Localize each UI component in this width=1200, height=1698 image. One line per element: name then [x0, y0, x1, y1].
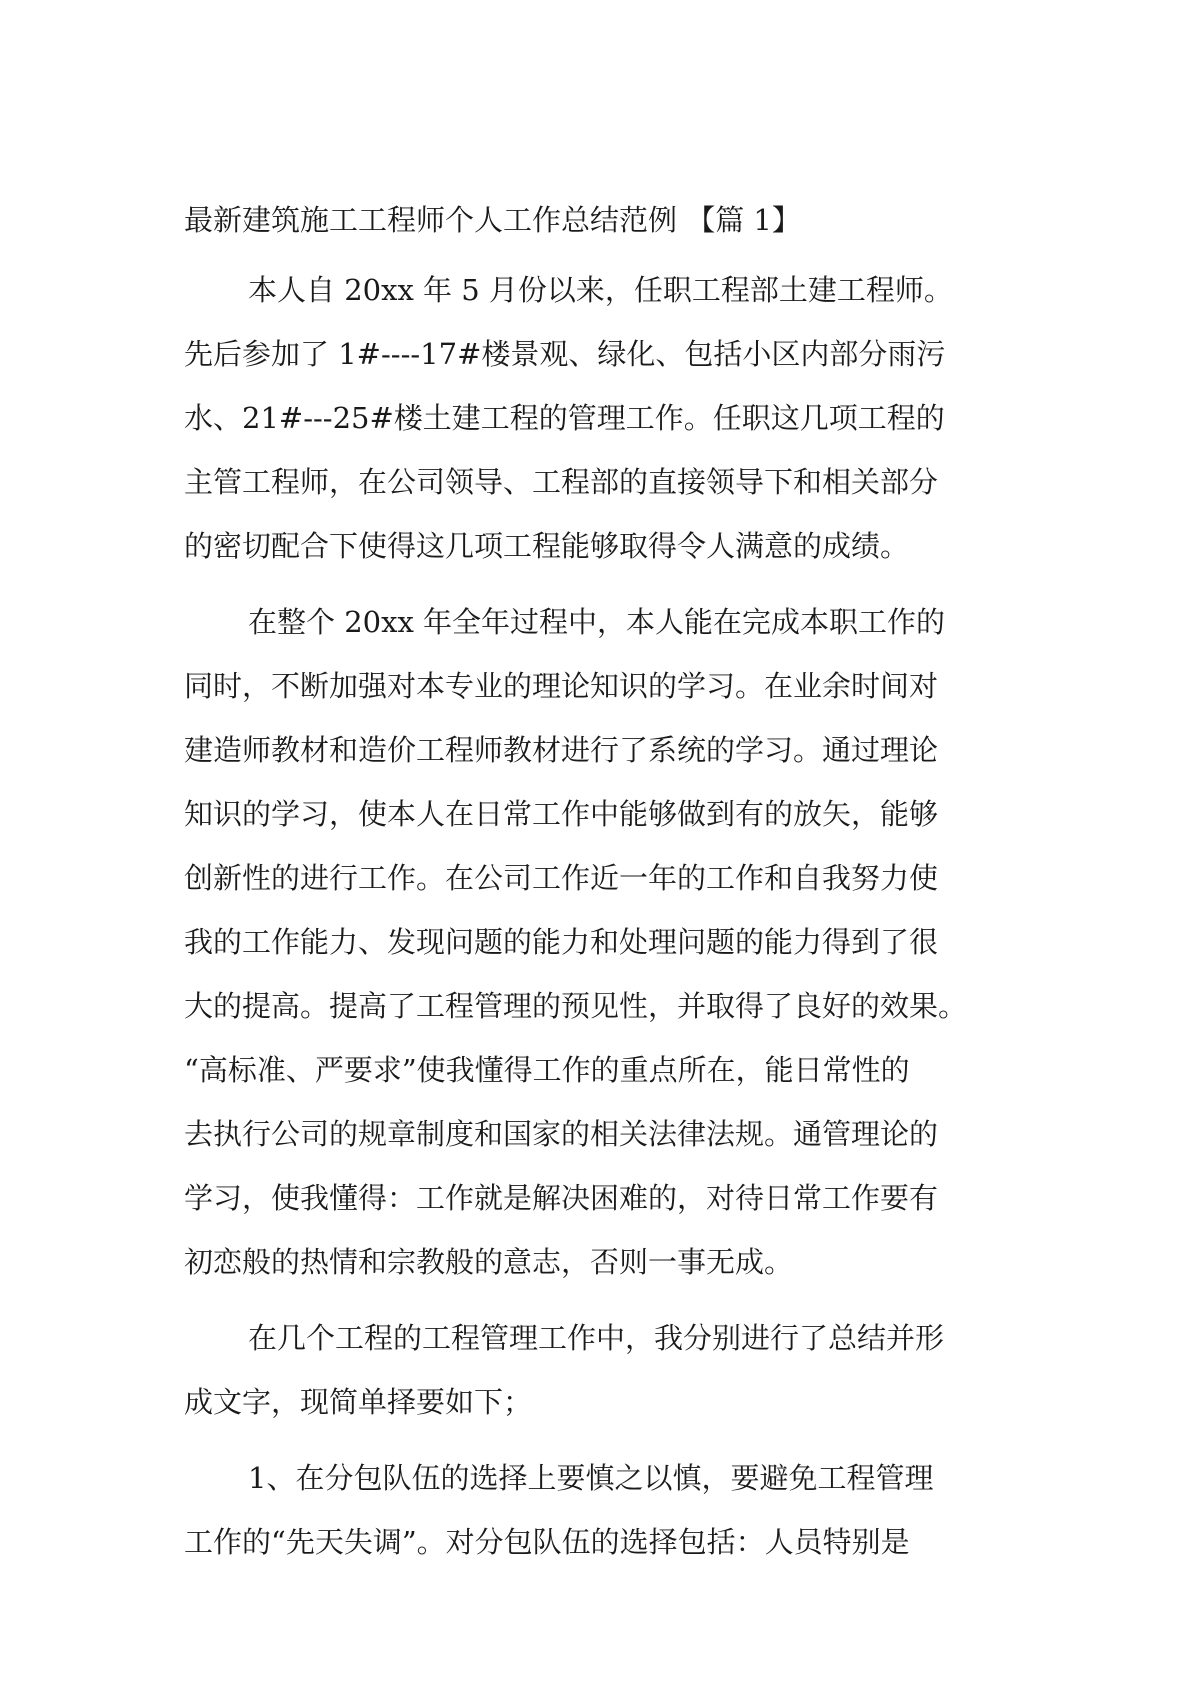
paragraph-2: [184, 590, 1024, 1294]
paragraph-line: 同时，不断加强对本专业的理论知识的学习。在业余时间对: [184, 669, 939, 703]
paragraph-line: 在几个工程的工程管理工作中，我分别进行了总结并形: [248, 1321, 945, 1355]
paragraph-line: 大的提高。提高了工程管理的预见性，并取得了良好的效果。: [184, 989, 968, 1023]
paragraph-line: 本人自 20xx 年 5 月份以来，任职工程部土建工程师。: [248, 273, 953, 307]
paragraph-line: 的密切配合下使得这几项工程能够取得令人满意的成绩。: [184, 529, 910, 563]
paragraph-line: 建造师教材和造价工程师教材进行了系统的学习。通过理论: [184, 733, 939, 767]
paragraph-gap: [184, 1434, 1024, 1446]
document-body: [184, 258, 1024, 1574]
paragraph-line: 成文字，现简单择要如下；: [184, 1385, 533, 1419]
paragraph-line: 我的工作能力、发现问题的能力和处理问题的能力得到了很: [184, 925, 939, 959]
paragraph-3: [184, 1306, 1024, 1434]
paragraph-gap: [184, 578, 1024, 590]
paragraph-line: “高标准、严要求”使我懂得工作的重点所在，能日常性的: [184, 1053, 910, 1087]
paragraph-line: 知识的学习，使本人在日常工作中能够做到有的放矢，能够: [184, 797, 939, 831]
paragraph-line: 去执行公司的规章制度和国家的相关法律法规。通管理论的: [184, 1117, 939, 1151]
paragraph-line: 水、21#---25#楼土建工程的管理工作。任职这几项工程的: [184, 401, 945, 435]
document-title: 最新建筑施工工程师个人工作总结范例 【篇 1】: [184, 203, 801, 237]
paragraph-line: 主管工程师，在公司领导、工程部的直接领导下和相关部分: [184, 465, 939, 499]
paragraph-gap: [184, 1294, 1024, 1306]
paragraph-line: 1、在分包队伍的选择上要慎之以慎，要避免工程管理: [248, 1461, 934, 1495]
paragraph-line: 在整个 20xx 年全年过程中，本人能在完成本职工作的: [248, 605, 946, 639]
paragraph-line: 学习，使我懂得：工作就是解决困难的，对待日常工作要有: [184, 1181, 939, 1215]
paragraph-line: 工作的“先天失调”。对分包队伍的选择包括：人员特别是: [184, 1525, 910, 1559]
paragraph-line: 初恋般的热情和宗教般的意志，否则一事无成。: [184, 1245, 794, 1279]
paragraph-line: 先后参加了 1#----17#楼景观、绿化、包括小区内部分雨污: [184, 337, 946, 371]
paragraph-1: [184, 258, 1024, 578]
paragraph-line: 创新性的进行工作。在公司工作近一年的工作和自我努力使: [184, 861, 939, 895]
paragraph-4: [184, 1446, 1024, 1574]
